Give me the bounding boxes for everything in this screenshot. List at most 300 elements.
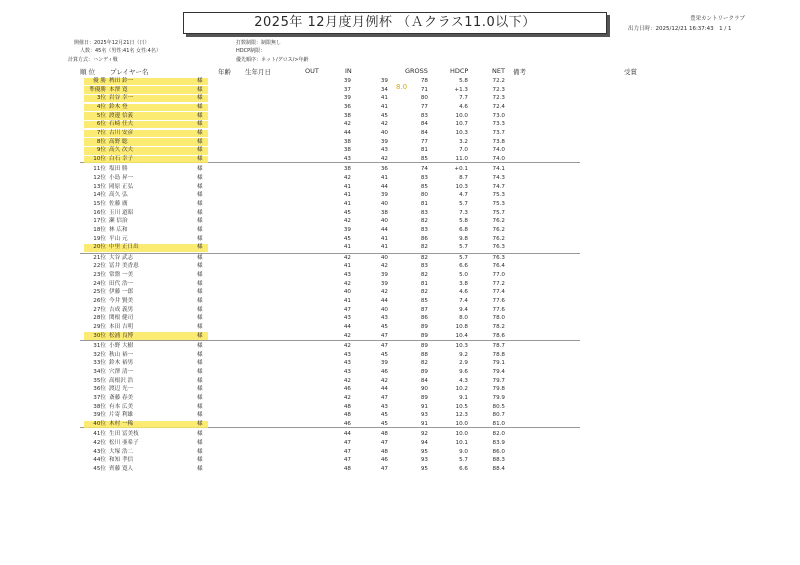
table-row — [0, 332, 800, 341]
cell-player-name: 塩田 勝 — [109, 166, 128, 173]
cell-rank: 24位 — [93, 280, 106, 287]
cell-player-name: 関根 健司 — [109, 315, 134, 322]
cell-hdcp: 3.2 — [459, 138, 468, 145]
cell-gross: 95 — [420, 448, 428, 455]
cell-out: 39 — [343, 227, 351, 234]
cell-player-name: 伊藤 一郎 — [109, 289, 134, 296]
cell-net: 79.7 — [492, 377, 505, 384]
cell-hdcp: 10.0 — [455, 421, 468, 428]
header-player: プレイヤー名 — [110, 68, 149, 76]
cell-net: 77.2 — [492, 280, 505, 287]
cell-net: 73.3 — [492, 121, 505, 128]
cell-gross: 86 — [420, 235, 428, 242]
cell-player-name: 田代 浩一 — [109, 280, 134, 287]
cell-hdcp: 10.5 — [455, 403, 468, 410]
cell-net: 80.7 — [492, 412, 505, 419]
cell-in: 41 — [380, 95, 388, 102]
cell-player-name: 今井 賢美 — [109, 298, 134, 304]
cell-gross: 80 — [420, 192, 428, 199]
cell-honorific: 様 — [197, 421, 203, 428]
cell-net: 79.9 — [492, 394, 505, 401]
cell-player-name: 高久 次夫 — [109, 147, 134, 154]
table-row — [0, 465, 800, 474]
cell-hdcp: 5.7 — [459, 201, 468, 208]
cell-hdcp: 4.6 — [459, 104, 468, 111]
cell-out: 44 — [343, 324, 351, 331]
table-row — [0, 385, 800, 394]
cell-rank: 15位 — [93, 201, 106, 208]
cell-hdcp: 6.8 — [459, 227, 468, 234]
cell-honorific: 様 — [197, 201, 203, 208]
cell-honorific: 様 — [197, 351, 203, 358]
cell-out: 44 — [343, 130, 351, 137]
table-row — [0, 254, 800, 263]
cell-honorific: 様 — [197, 104, 203, 111]
table-row — [0, 306, 800, 315]
cell-in: 47 — [380, 332, 388, 339]
cell-hdcp: 7.3 — [459, 209, 468, 216]
table-row — [0, 394, 800, 403]
cell-out: 47 — [343, 448, 351, 455]
cell-hdcp: 10.1 — [455, 439, 468, 446]
cell-gross: 86 — [420, 315, 428, 322]
cell-hdcp: 8.7 — [459, 174, 468, 181]
cell-net: 76.3 — [492, 244, 505, 251]
cell-in: 42 — [380, 156, 388, 163]
page-title: 2025年 12月度月例杯 （Ａクラス11.0以下） — [183, 12, 607, 34]
cell-out: 41 — [343, 263, 351, 270]
cell-honorific: 様 — [197, 439, 203, 446]
cell-out: 42 — [343, 121, 351, 128]
cell-in: 39 — [380, 360, 388, 367]
cell-honorific: 様 — [197, 78, 203, 84]
table-row — [0, 77, 800, 86]
cell-in: 43 — [380, 315, 388, 322]
cell-honorific: 様 — [197, 209, 203, 216]
cell-hdcp: 10.7 — [455, 121, 468, 128]
cell-in: 40 — [380, 254, 388, 261]
cell-rank: 9位 — [96, 147, 106, 154]
cell-rank: 37位 — [93, 394, 106, 401]
cell-net: 72.4 — [492, 104, 505, 111]
cell-net: 73.0 — [492, 112, 505, 119]
cell-honorific: 様 — [197, 342, 203, 349]
meta-priority: 優先順序：ネット/グロス/>年齢 — [236, 57, 309, 63]
table-row — [0, 420, 800, 429]
cell-out: 41 — [343, 183, 351, 190]
cell-out: 41 — [343, 192, 351, 199]
table-row — [0, 314, 800, 323]
cell-rank: 10位 — [93, 156, 106, 163]
cell-gross: 84 — [420, 130, 428, 137]
cell-out: 48 — [343, 412, 351, 419]
header-birthday: 生年月日 — [245, 68, 271, 76]
cell-rank: 45位 — [93, 465, 106, 472]
table-row — [0, 323, 800, 332]
cell-player-name: 渡邊 信義 — [109, 112, 134, 119]
cell-gross: 82 — [420, 254, 428, 261]
cell-player-name: 大谷 武志 — [109, 254, 134, 261]
cell-player-name: 中里 正日出 — [109, 244, 139, 251]
cell-player-name: 石崎 任夫 — [109, 121, 134, 128]
cell-in: 43 — [380, 403, 388, 410]
cell-net: 88.3 — [492, 457, 505, 464]
table-row — [0, 174, 800, 183]
cell-net: 78.2 — [492, 324, 505, 331]
cell-rank: 44位 — [93, 457, 106, 464]
cell-hdcp: 6.6 — [459, 465, 468, 472]
cell-out: 38 — [343, 112, 351, 119]
table-row — [0, 86, 800, 95]
cell-in: 41 — [380, 244, 388, 251]
cell-gross: 82 — [420, 244, 428, 251]
cell-honorific: 様 — [197, 377, 203, 384]
header-in: IN — [345, 67, 352, 75]
cell-in: 45 — [380, 421, 388, 428]
cell-net: 77.6 — [492, 306, 505, 313]
cell-gross: 89 — [420, 342, 428, 349]
cell-net: 72.3 — [492, 95, 505, 102]
cell-gross: 89 — [420, 394, 428, 401]
cell-hdcp: 9.2 — [459, 351, 468, 358]
cell-rank: 11位 — [93, 166, 106, 173]
cell-player-name: 松川 亜希子 — [109, 439, 139, 446]
cell-in: 44 — [380, 386, 388, 393]
cell-net: 74.1 — [492, 166, 505, 173]
cell-gross: 93 — [420, 457, 428, 464]
cell-player-name: 秋山 裕一 — [109, 351, 134, 358]
cell-in: 42 — [380, 289, 388, 296]
header-rank: 順 位 — [80, 68, 96, 76]
cell-gross: 83 — [420, 227, 428, 234]
cell-in: 44 — [380, 183, 388, 190]
cell-rank: 23位 — [93, 271, 106, 278]
cell-in: 43 — [380, 147, 388, 154]
cell-out: 41 — [343, 201, 351, 208]
cell-in: 41 — [380, 235, 388, 242]
cell-gross: 85 — [420, 298, 428, 304]
cell-hdcp: 5.7 — [459, 254, 468, 261]
table-row — [0, 103, 800, 112]
cell-net: 76.2 — [492, 227, 505, 234]
printed-timestamp: 出力日時：2025/12/21 16:37:43 1 / 1 — [628, 26, 732, 32]
header-remarks: 備考 — [513, 68, 526, 76]
cell-player-name: 岩谷 幸一 — [109, 95, 134, 102]
cell-gross: 83 — [420, 209, 428, 216]
cell-honorific: 様 — [197, 465, 203, 472]
handwritten-note: 8.0 — [396, 83, 408, 91]
cell-hdcp: 10.3 — [455, 342, 468, 349]
cell-player-name: 高久 弘 — [109, 192, 128, 199]
cell-in: 45 — [380, 112, 388, 119]
cell-gross: 82 — [420, 218, 428, 225]
cell-player-name: 鈴木 登 — [109, 104, 128, 111]
cell-honorific: 様 — [197, 147, 203, 154]
cell-net: 75.3 — [492, 192, 505, 199]
cell-hdcp: 5.0 — [459, 271, 468, 278]
cell-honorific: 様 — [197, 394, 203, 401]
cell-net: 73.8 — [492, 138, 505, 145]
cell-net: 86.0 — [492, 448, 505, 455]
table-row — [0, 403, 800, 412]
cell-out: 42 — [343, 218, 351, 225]
cell-out: 38 — [343, 166, 351, 173]
cell-in: 48 — [380, 431, 388, 438]
cell-player-name: 穴澤 清一 — [109, 368, 134, 375]
cell-player-name: 佐藤 廣 — [109, 201, 128, 208]
cell-hdcp: 11.0 — [455, 156, 468, 163]
cell-rank: 20位 — [93, 244, 106, 251]
cell-hdcp: 2.9 — [459, 360, 468, 367]
cell-net: 75.7 — [492, 209, 505, 216]
cell-gross: 82 — [420, 289, 428, 296]
cell-out: 48 — [343, 465, 351, 472]
cell-honorific: 様 — [197, 271, 203, 278]
cell-player-name: 高野 聡 — [109, 138, 128, 145]
cell-net: 74.0 — [492, 156, 505, 163]
cell-honorific: 様 — [197, 138, 203, 145]
cell-net: 77.0 — [492, 271, 505, 278]
cell-out: 42 — [343, 254, 351, 261]
cell-gross: 91 — [420, 421, 428, 428]
cell-player-name: 渡辺 光一 — [109, 386, 134, 393]
cell-gross: 83 — [420, 174, 428, 181]
cell-out: 48 — [343, 403, 351, 410]
table-row — [0, 112, 800, 121]
cell-net: 72.2 — [492, 78, 505, 84]
cell-honorific: 様 — [197, 315, 203, 322]
cell-hdcp: +0.1 — [454, 166, 468, 173]
cell-rank: 優 勝 — [93, 78, 106, 84]
cell-out: 42 — [343, 377, 351, 384]
cell-honorific: 様 — [197, 244, 203, 251]
cell-hdcp: 10.8 — [455, 324, 468, 331]
cell-gross: 89 — [420, 368, 428, 375]
cell-rank: 25位 — [93, 289, 106, 296]
cell-net: 76.2 — [492, 235, 505, 242]
header-age: 年齢 — [218, 68, 231, 76]
cell-gross: 89 — [420, 332, 428, 339]
cell-rank: 30位 — [93, 332, 106, 339]
cell-player-name: 松浦 良博 — [109, 332, 134, 339]
cell-honorific: 様 — [197, 235, 203, 242]
cell-in: 44 — [380, 227, 388, 234]
cell-player-name: 常盤 一美 — [109, 271, 134, 278]
cell-player-name: 生田 冨美枝 — [109, 431, 139, 438]
cell-rank: 18位 — [93, 227, 106, 234]
cell-hdcp: 10.0 — [455, 112, 468, 119]
cell-hdcp: 9.4 — [459, 306, 468, 313]
cell-net: 78.7 — [492, 342, 505, 349]
cell-honorific: 様 — [197, 218, 203, 225]
cell-honorific: 様 — [197, 324, 203, 331]
cell-out: 42 — [343, 394, 351, 401]
cell-hdcp: 5.7 — [459, 244, 468, 251]
cell-in: 45 — [380, 351, 388, 358]
cell-hdcp: 3.8 — [459, 280, 468, 287]
meta-calc: 計算方式：ハンディ戦 — [68, 57, 118, 63]
cell-honorific: 様 — [197, 431, 203, 438]
cell-hdcp: 9.0 — [459, 448, 468, 455]
cell-gross: 82 — [420, 271, 428, 278]
cell-honorific: 様 — [197, 289, 203, 296]
cell-gross: 88 — [420, 351, 428, 358]
cell-hdcp: 10.3 — [455, 130, 468, 137]
cell-honorific: 様 — [197, 192, 203, 199]
cell-gross: 77 — [420, 104, 428, 111]
cell-honorific: 様 — [197, 95, 203, 102]
cell-net: 80.5 — [492, 403, 505, 410]
cell-in: 34 — [380, 86, 388, 93]
table-row — [0, 271, 800, 280]
cell-gross: 87 — [420, 306, 428, 313]
cell-honorific: 様 — [197, 254, 203, 261]
cell-honorific: 様 — [197, 130, 203, 137]
cell-honorific: 様 — [197, 298, 203, 304]
cell-rank: 17位 — [93, 218, 106, 225]
cell-out: 47 — [343, 439, 351, 446]
cell-player-name: 鈴木 裕男 — [109, 360, 134, 367]
cell-rank: 6位 — [96, 121, 106, 128]
cell-hdcp: 9.1 — [459, 394, 468, 401]
cell-in: 40 — [380, 218, 388, 225]
cell-rank: 21位 — [93, 254, 106, 261]
cell-in: 42 — [380, 377, 388, 384]
cell-player-name: 片寄 利雄 — [109, 412, 134, 419]
cell-net: 72.3 — [492, 86, 505, 93]
cell-gross: 90 — [420, 386, 428, 393]
cell-out: 38 — [343, 138, 351, 145]
table-row — [0, 155, 800, 164]
cell-rank: 29位 — [93, 324, 106, 331]
cell-honorific: 様 — [197, 112, 203, 119]
cell-rank: 42位 — [93, 439, 106, 446]
header-prize: 受賞 — [624, 68, 637, 76]
cell-in: 39 — [380, 138, 388, 145]
table-row — [0, 342, 800, 351]
cell-gross: 94 — [420, 439, 428, 446]
table-row — [0, 411, 800, 420]
table-row — [0, 165, 800, 174]
table-row — [0, 377, 800, 386]
cell-rank: 準優勝 — [89, 86, 106, 93]
meta-hdcp-limit: HDCP制限： — [236, 48, 266, 54]
cell-net: 83.9 — [492, 439, 505, 446]
cell-rank: 27位 — [93, 306, 106, 313]
cell-player-name: 本澤 寛 — [109, 86, 128, 93]
cell-in: 47 — [380, 342, 388, 349]
cell-gross: 92 — [420, 431, 428, 438]
cell-rank: 22位 — [93, 263, 106, 270]
cell-hdcp: 7.4 — [459, 298, 468, 304]
cell-net: 76.2 — [492, 218, 505, 225]
cell-hdcp: 5.8 — [459, 218, 468, 225]
table-row — [0, 368, 800, 377]
cell-out: 47 — [343, 457, 351, 464]
cell-net: 74.0 — [492, 147, 505, 154]
table-row — [0, 120, 800, 129]
cell-rank: 16位 — [93, 209, 106, 216]
cell-rank: 14位 — [93, 192, 106, 199]
cell-rank: 39位 — [93, 412, 106, 419]
cell-gross: 81 — [420, 280, 428, 287]
cell-net: 78.8 — [492, 351, 505, 358]
cell-out: 42 — [343, 174, 351, 181]
cell-in: 48 — [380, 448, 388, 455]
cell-hdcp: 4.7 — [459, 192, 468, 199]
cell-honorific: 様 — [197, 368, 203, 375]
table-row — [0, 129, 800, 138]
cell-out: 45 — [343, 235, 351, 242]
table-row — [0, 138, 800, 147]
cell-honorific: 様 — [197, 386, 203, 393]
cell-player-name: 齊藤 寛人 — [109, 465, 134, 472]
cell-honorific: 様 — [197, 360, 203, 367]
cell-hdcp: 4.6 — [459, 289, 468, 296]
header-gross: GROSS — [405, 67, 428, 75]
cell-gross: 71 — [420, 86, 428, 93]
cell-gross: 89 — [420, 324, 428, 331]
cell-rank: 40位 — [93, 421, 106, 428]
cell-out: 42 — [343, 332, 351, 339]
cell-hdcp: 8.0 — [459, 315, 468, 322]
cell-out: 42 — [343, 342, 351, 349]
cell-in: 47 — [380, 439, 388, 446]
cell-out: 38 — [343, 147, 351, 154]
cell-honorific: 様 — [197, 121, 203, 128]
club-name: 豊栄カントリークラブ — [690, 16, 746, 22]
cell-honorific: 様 — [197, 263, 203, 270]
cell-in: 44 — [380, 298, 388, 304]
cell-rank: 3位 — [96, 95, 106, 102]
table-row — [0, 359, 800, 368]
cell-out: 43 — [343, 351, 351, 358]
cell-net: 74.3 — [492, 174, 505, 181]
cell-out: 43 — [343, 271, 351, 278]
cell-gross: 95 — [420, 465, 428, 472]
cell-honorific: 様 — [197, 183, 203, 190]
cell-out: 39 — [343, 95, 351, 102]
cell-rank: 26位 — [93, 298, 106, 304]
cell-out: 39 — [343, 78, 351, 84]
cell-hdcp: 9.6 — [459, 368, 468, 375]
cell-out: 43 — [343, 315, 351, 322]
cell-hdcp: 7.0 — [459, 147, 468, 154]
cell-player-name: 本田 吉明 — [109, 324, 134, 331]
cell-honorific: 様 — [197, 412, 203, 419]
cell-net: 79.8 — [492, 386, 505, 393]
cell-rank: 4位 — [96, 104, 106, 111]
header-out: OUT — [305, 67, 319, 75]
cell-honorific: 様 — [197, 448, 203, 455]
cell-out: 46 — [343, 421, 351, 428]
cell-gross: 82 — [420, 360, 428, 367]
table-row — [0, 209, 800, 218]
cell-net: 73.7 — [492, 130, 505, 137]
cell-out: 37 — [343, 86, 351, 93]
cell-in: 41 — [380, 174, 388, 181]
cell-out: 43 — [343, 360, 351, 367]
cell-honorific: 様 — [197, 174, 203, 181]
table-row — [0, 235, 800, 244]
cell-in: 42 — [380, 121, 388, 128]
cell-net: 76.4 — [492, 263, 505, 270]
cell-player-name: 有本 広美 — [109, 403, 134, 410]
cell-player-name: 瀬 信治 — [109, 218, 128, 225]
cell-out: 36 — [343, 104, 351, 111]
cell-player-name: 大塚 浩二 — [109, 448, 134, 455]
cell-hdcp: 5.7 — [459, 457, 468, 464]
